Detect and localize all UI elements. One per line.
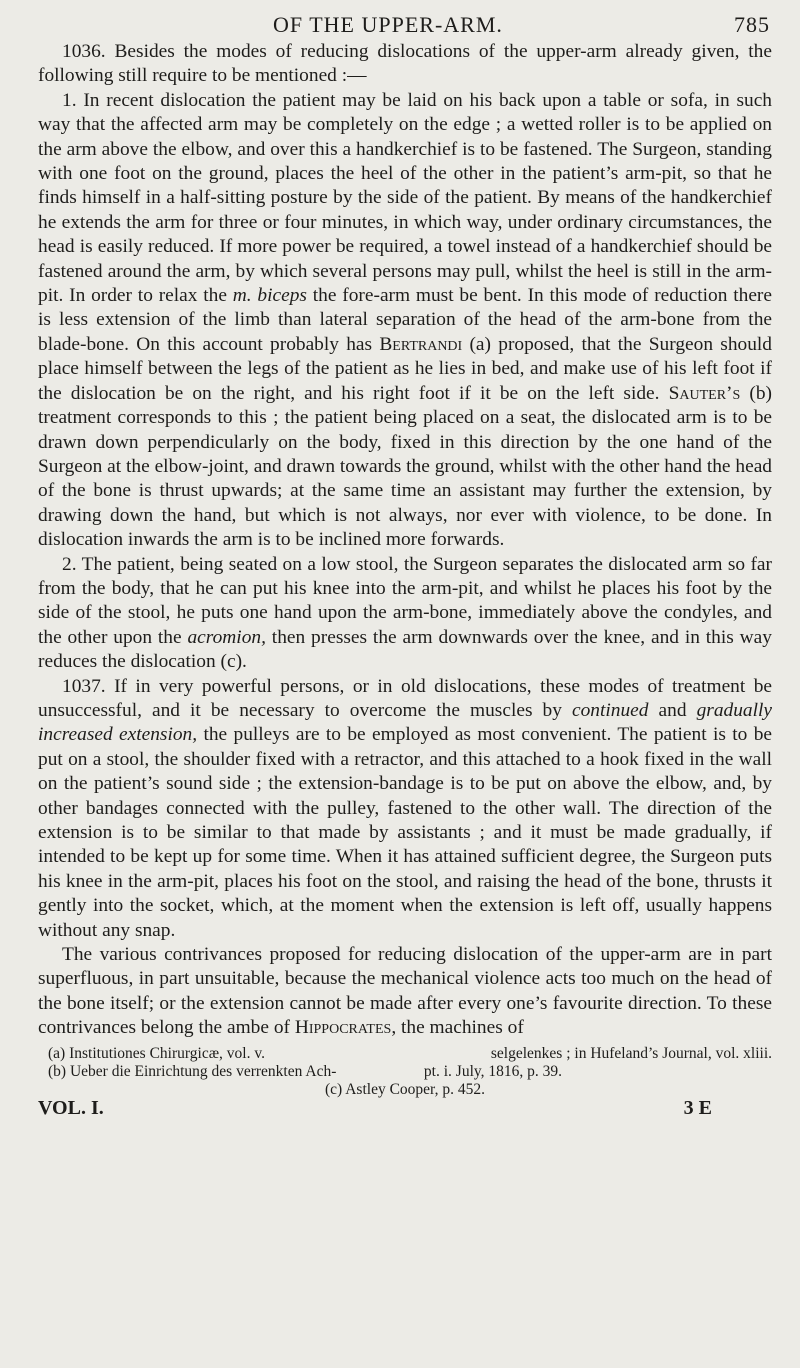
text-run: (a) proposed, that the Surgeon should place himself between the legs of the patient as he lies in bed, and make use of his left foot if the dislocation be on the right, and his right foot if it be on the left side. — [38, 333, 772, 404]
signature-line — [38, 1097, 772, 1120]
italic-term: continued — [572, 699, 649, 721]
footnote-b: (b) Ueber die Einrichtung des verrenkten Ach- — [48, 1062, 337, 1080]
text-run: then presses the arm downwards over the knee, and in this way reduces the dislocation (c). — [38, 626, 772, 673]
text-run: the machines of — [396, 1017, 524, 1039]
italic-term: acromion, — [187, 626, 266, 648]
paragraph-p_various — [38, 943, 772, 1041]
footnote-b-continuation: pt. i. July, 1816, p. 39. — [423, 1062, 562, 1080]
author-name: Sauter’s — [668, 382, 741, 404]
paragraph-p1 — [38, 89, 772, 553]
footnote-row-a — [38, 1045, 772, 1063]
text-run: the pulleys are to be employed as most convenient. The patient is to be put on a stool, the shoulder fixed with a retractor, and this attached to a hook fixed in the wall on the patient’s sound side ; the extension-bandage is to be put on above the elbow, and, by other bandages connected with the pulley, fastened to the other wall. The direction of the extension is to be similar to that made by assistants ; and it must be made gradually, if intended to be kept up for some time. When it has attained sufficient degree, the Surgeon puts his knee in the arm-pit, places his foot on the stool, and raising the head of the bone, thrusts it gently into the socket, which, at the moment when the extension is left off, usually happens without any snap. — [38, 724, 772, 941]
author-name: Bertrandi — [379, 333, 463, 355]
text-run: (b) treatment corresponds to this ; the patient being placed on a seat, the dislocated arm is to be drawn down perpendicularly on the body, fixed in this direction by the one hand of the Surgeon at the elbow-joint, and drawn towards the ground, whilst with the other hand the head of the bone is thrust upwards; at the same time an assistant may further the extension, by drawing down the hand, but which is not always, nor ever with violence, to be done. In dislocation inwards the arm is to be inclined more forwards. — [38, 382, 772, 551]
running-title: OF THE UPPER-ARM. — [273, 12, 503, 37]
signature-mark: 3 E — [683, 1096, 712, 1119]
author-name: Hippocrates, — [294, 1017, 397, 1039]
volume-mark: VOL. I. — [38, 1096, 104, 1119]
text-run: 1036. Besides the modes of reducing dislocations of the upper-arm already given, the following still require to be mentioned :— — [38, 41, 772, 87]
running-head — [38, 10, 772, 40]
italic-term: m. biceps — [232, 285, 307, 307]
paragraph-p1036 — [38, 40, 772, 89]
page-number: 785 — [734, 12, 770, 37]
footnote-a: (a) Institutiones Chirurgicæ, vol. v. — [48, 1044, 265, 1062]
italic-term: gradually increased extension, — [38, 699, 772, 746]
text-run: the fore-arm must be bent. In this mode of reduction there is less extension of the limb than lateral separation of the head of the arm-bone from the blade-bone. On this account probably has — [38, 285, 772, 355]
footnote-c: (c) Astley Cooper, p. 452. — [325, 1080, 485, 1098]
text-run: 2. The patient, being seated on a low stool, the Surgeon separates the dislocated arm so far from the body, that he can put his knee into the arm-pit, and whilst he places his foot by the side of the stool, he puts one hand upon the arm-bone, immediately above the condyles, and the other upon the — [38, 553, 772, 648]
paragraph-p1037 — [38, 675, 772, 943]
text-run: The various contrivances proposed for reducing dislocation of the upper-arm are in part superfluous, in part unsuitable, because the mechanical violence acts too much on the head of the bone itself; or the extension cannot be made after every one’s favourite direction. To these contrivances belong the ambe of — [38, 944, 772, 1039]
text-run: and — [648, 699, 697, 721]
footnote-row-b — [38, 1063, 772, 1081]
footnote-a-continuation: selgelenkes ; in Hufeland’s Journal, vol. xliii. — [490, 1044, 772, 1062]
paragraph-p2 — [38, 553, 772, 675]
footnotes — [38, 1045, 772, 1099]
text-run: 1037. If in very powerful persons, or in old dislocations, these modes of treatment be unsuccessful, and it be necessary to overcome the muscles by — [38, 675, 772, 721]
text-run: 1. In recent dislocation the patient may be laid on his back upon a table or sofa, in such way that the affected arm may be completely on the edge ; a wetted roller is to be applied on the arm above the elbow, and over this a handkerchief is to be fastened. The Surgeon, standing with one foot on the ground, places the heel of the other in the patient’s arm-pit, so that he finds himself in a half-sitting posture by the side of the patient. By means of the handkerchief he extends the arm for three or four minutes, in which way, under ordinary circumstances, the head is easily reduced. If more power be required, a towel instead of a handkerchief should be fastened around the arm, by which several persons may pull, whilst the heel is still in the arm-pit. In order to relax the — [38, 89, 772, 307]
body-text — [38, 40, 772, 1041]
